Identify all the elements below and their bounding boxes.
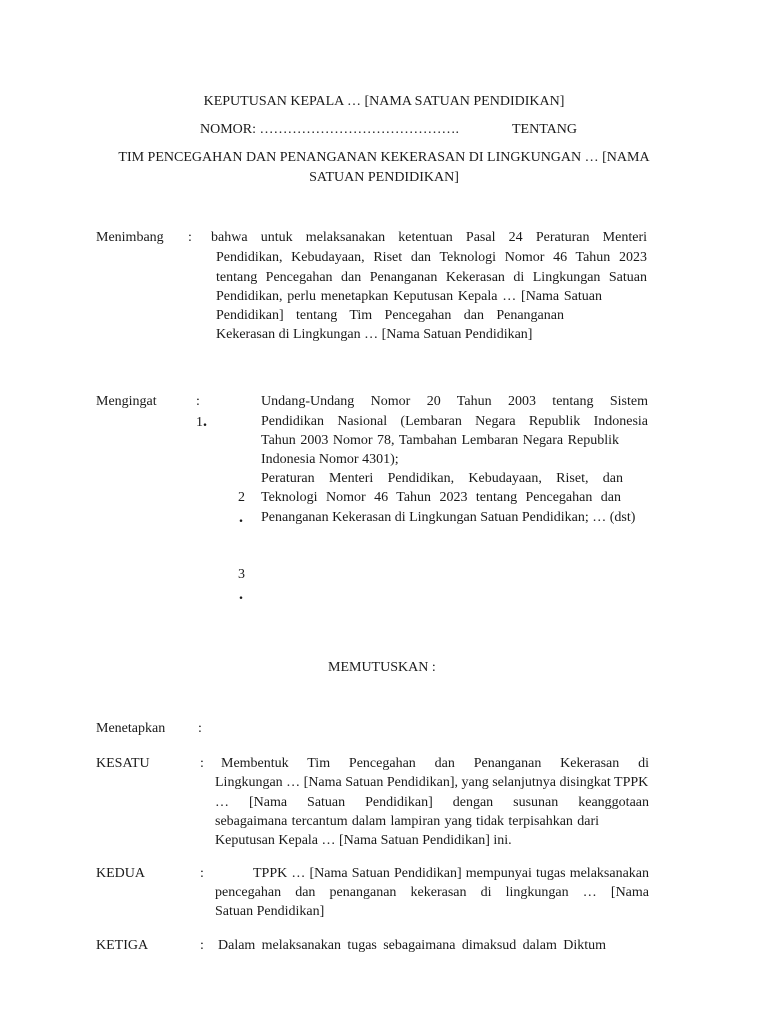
decree-subject-line1: TIM PENCEGAHAN DAN PENANGANAN KEKERASAN DI LINGKUNGAN … [NAMA — [118, 150, 650, 165]
kedua-label: KEDUA — [96, 866, 145, 881]
decree-number: NOMOR: ……………………………………. — [200, 122, 460, 137]
kesatu-line: Lingkungan … [Nama Satuan Pendidikan], yang selanjutnya disingkat TPPK — [215, 775, 649, 790]
kedua-line: Satuan Pendidikan] — [215, 904, 325, 919]
memutuskan-heading: MEMUTUSKAN : — [328, 660, 436, 675]
mengingat-line: Indonesia Nomor 4301); — [261, 452, 399, 467]
mengingat-line: Teknologi Nomor 46 Tahun 2023 tentang Pencegahan dan — [261, 490, 621, 505]
ketiga-line: Dalam melaksanakan tugas sebagaimana dimaksud dalam Diktum — [218, 938, 606, 953]
menimbang-line: Pendidikan, Kebudayaan, Riset dan Teknologi Nomor 46 Tahun 2023 — [216, 250, 647, 265]
menetapkan-colon: : — [198, 721, 202, 736]
menimbang-line: bahwa untuk melaksanakan ketentuan Pasal 24 Peraturan Menteri — [211, 230, 647, 245]
list-number-3: 3 — [238, 567, 245, 582]
mengingat-colon: : — [196, 394, 200, 409]
kedua-line: pencegahan dan penanganan kekerasan di lingkungan … [Nama — [215, 885, 649, 900]
mengingat-line: Penanganan Kekerasan di Lingkungan Satuan Pendidikan; … (dst) — [261, 510, 636, 525]
kedua-line: TPPK … [Nama Satuan Pendidikan] mempunyai tugas melaksanakan — [253, 866, 649, 881]
menimbang-line: tentang Pencegahan dan Penanganan Kekerasan di Lingkungan Satuan — [216, 270, 647, 285]
menetapkan-label: Menetapkan — [96, 721, 166, 736]
menimbang-label: Menimbang — [96, 230, 164, 245]
ketiga-colon: : — [200, 938, 204, 953]
mengingat-line: Peraturan Menteri Pendidikan, Kebudayaan, Riset, dan — [261, 471, 623, 486]
menimbang-line: Pendidikan] tentang Tim Pencegahan dan Penanganan — [216, 308, 564, 323]
kedua-colon: : — [200, 866, 204, 881]
mengingat-line: Pendidikan Nasional (Lembaran Negara Republik Indonesia — [261, 414, 648, 429]
kesatu-line: Membentuk Tim Pencegahan dan Penanganan Kekerasan di — [221, 756, 649, 771]
list-number-2-dot: . — [239, 509, 243, 526]
mengingat-line: Tahun 2003 Nomor 78, Tambahan Lembaran Negara Republik — [261, 433, 619, 448]
decree-subject-line2: SATUAN PENDIDIKAN] — [309, 170, 459, 185]
kesatu-line: … [Nama Satuan Pendidikan] dengan susunan keanggotaan — [215, 795, 649, 810]
list-number-1: 1. — [196, 413, 207, 430]
mengingat-label: Mengingat — [96, 394, 157, 409]
menimbang-line: Pendidikan, perlu menetapkan Keputusan Kepala … [Nama Satuan — [216, 289, 602, 304]
tentang-heading: TENTANG — [512, 122, 577, 137]
menimbang-colon: : — [188, 230, 192, 245]
mengingat-line: Undang-Undang Nomor 20 Tahun 2003 tentang Sistem — [261, 394, 648, 409]
list-number-2: 2 — [238, 490, 245, 505]
kesatu-line: sebagaimana tercantum dalam lampiran yang tidak terpisahkan dari — [215, 814, 599, 829]
ketiga-label: KETIGA — [96, 938, 149, 953]
kesatu-line: Keputusan Kepala … [Nama Satuan Pendidikan] ini. — [215, 833, 512, 848]
kesatu-label: KESATU — [96, 756, 150, 771]
menimbang-line: Kekerasan di Lingkungan … [Nama Satuan Pendidikan] — [216, 327, 533, 342]
list-number-3-dot: . — [239, 586, 243, 603]
decree-title: KEPUTUSAN KEPALA … [NAMA SATUAN PENDIDIKAN] — [203, 94, 565, 109]
kesatu-colon: : — [200, 756, 204, 771]
